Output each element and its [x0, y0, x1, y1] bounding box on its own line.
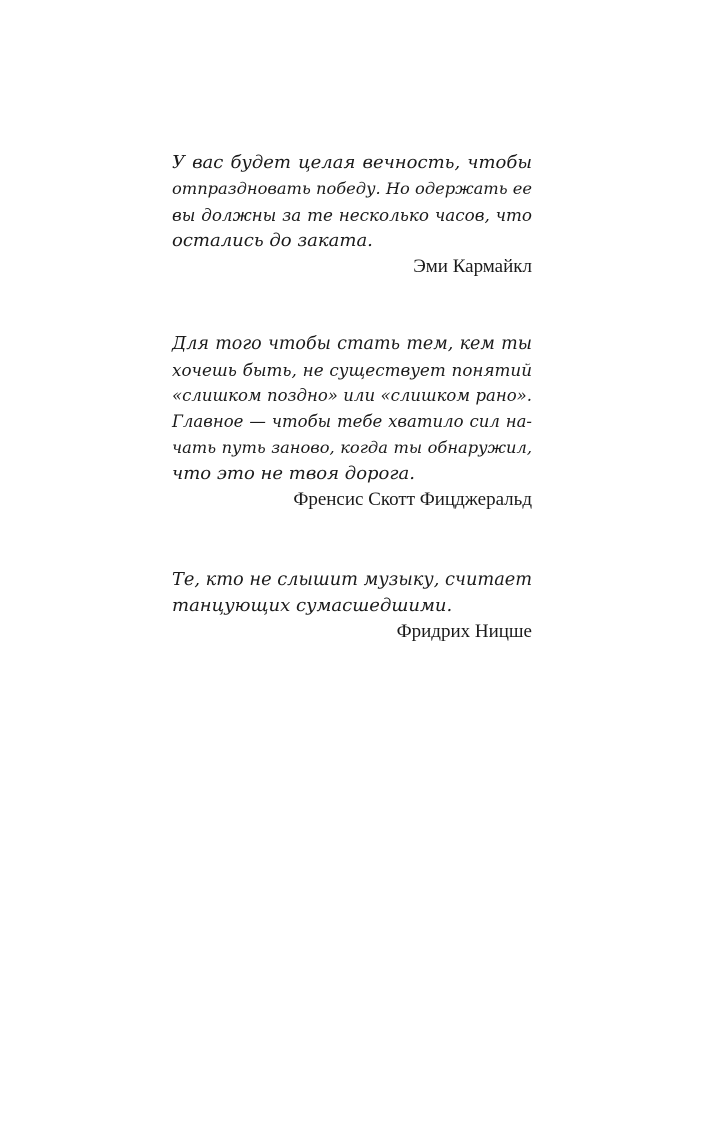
quote-block-3: [172, 567, 532, 645]
quote-line: танцующих сумасшедшими.: [172, 595, 453, 616]
quote-line: отпраздновать победу. Но одержать ее: [172, 179, 532, 198]
quote-line: что это не твоя дорога.: [172, 463, 415, 484]
quote-line: хочешь быть, не существует понятий: [172, 360, 532, 380]
quote-line: вы должны за те несколько часов, что: [172, 205, 532, 225]
quote-author: Фридрих Ницше: [396, 621, 532, 642]
quote-line: «слишком поздно» или «слишком рано».: [172, 386, 532, 405]
quote-line: Те, кто не слышит музыку, считает: [172, 570, 533, 590]
quote-line: чать путь заново, когда ты обнаружил,: [172, 438, 532, 457]
quote-author: Эми Кармайкл: [413, 256, 532, 277]
quote-line: Для того чтобы стать тем, кем ты: [172, 334, 532, 354]
quote-block-2: [172, 331, 532, 513]
quote-line: У вас будет целая вечность, чтобы: [172, 152, 532, 173]
quote-block-1: [172, 150, 532, 280]
quote-author: Френсис Скотт Фицджеральд: [293, 489, 532, 510]
quote-line: Главное — чтобы тебе хватило сил на-: [172, 412, 532, 431]
quote-line: остались до заката.: [172, 230, 373, 251]
